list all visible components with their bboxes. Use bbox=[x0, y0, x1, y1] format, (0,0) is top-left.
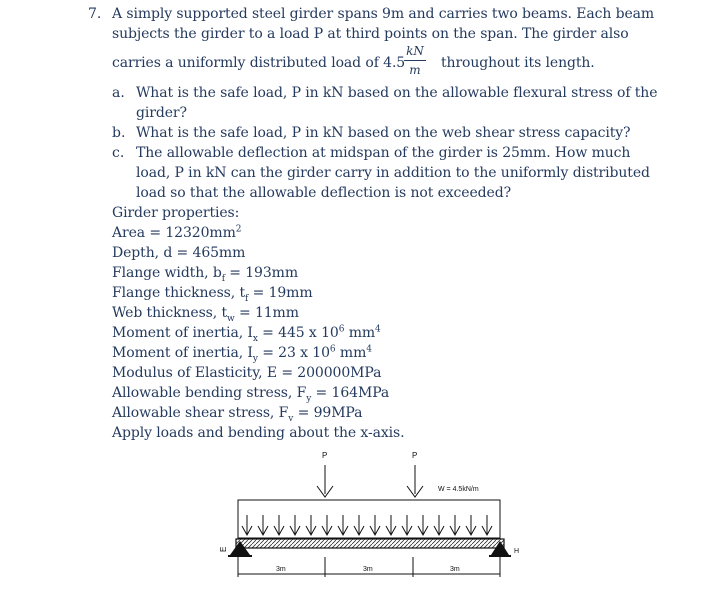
prop-bending-stress-value: = 164MPa bbox=[311, 385, 390, 401]
apply-note: Apply loads and bending about the x-axis. bbox=[112, 425, 405, 441]
prop-flange-thickness-value: = 19mm bbox=[248, 285, 313, 301]
prop-shear-stress-value: = 99MPa bbox=[293, 405, 363, 421]
prop-area-text: Area = 12320mm bbox=[112, 225, 236, 241]
load-p2-label: P bbox=[412, 451, 418, 460]
question-b-line-1: What is the safe load, P in kN based on the web shear stress capacity? bbox=[136, 125, 631, 141]
span-1-label: 3m bbox=[276, 566, 286, 573]
prop-flange-width-text: Flange width, b bbox=[112, 265, 222, 281]
prop-iy-unit-exp: 4 bbox=[366, 344, 372, 355]
problem-number: 7. bbox=[88, 6, 102, 22]
prop-ix-unit-exp: 4 bbox=[375, 324, 381, 335]
prop-depth: Depth, d = 465mm bbox=[112, 245, 246, 261]
prop-flange-width-value: = 193mm bbox=[224, 265, 299, 281]
question-a-line-2: girder? bbox=[136, 105, 187, 121]
prop-iy-text: Moment of inertia, I bbox=[112, 345, 253, 361]
span-3-label: 3m bbox=[450, 566, 460, 573]
question-c-line-3: load so that the allowable deflection is not exceeded? bbox=[136, 185, 511, 201]
prop-web-thickness-text: Web thickness, t bbox=[112, 305, 227, 321]
prop-ix-text: Moment of inertia, I bbox=[112, 325, 253, 341]
unit-numerator: kN bbox=[406, 44, 424, 58]
prop-shear-stress-text: Allowable shear stress, F bbox=[112, 405, 289, 421]
prop-iy-sub: y bbox=[252, 353, 258, 364]
prop-iy-exp: 6 bbox=[329, 344, 336, 355]
span-2-label: 3m bbox=[363, 566, 373, 573]
prop-ix-sub: x bbox=[252, 333, 258, 344]
properties-heading: Girder properties: bbox=[112, 205, 240, 221]
problem-line-3-post: throughout its length. bbox=[441, 55, 595, 71]
udl-label: W = 4.5kN/m bbox=[438, 486, 479, 493]
prop-modulus: Modulus of Elasticity, E = 200000MPa bbox=[112, 365, 382, 381]
udl-arrows bbox=[242, 515, 492, 535]
question-c-line-1: The allowable deflection at midspan of the girder is 25mm. How much bbox=[136, 145, 631, 161]
question-c-label: c. bbox=[112, 145, 125, 161]
prop-bending-stress-text: Allowable bending stress, F bbox=[112, 385, 307, 401]
problem-line-1: A simply supported steel girder spans 9m and carries two beams. Each beam bbox=[112, 6, 655, 22]
question-a-line-1: What is the safe load, P in kN based on the allowable flexural stress of the bbox=[136, 85, 658, 101]
prop-bending-stress-sub: y bbox=[306, 393, 312, 404]
prop-ix-exp: 6 bbox=[338, 324, 345, 335]
support-left-label: E bbox=[219, 546, 228, 552]
support-right-base bbox=[489, 555, 511, 557]
unit-denominator: m bbox=[409, 63, 421, 77]
question-c-line-2: load, P in kN can the girder carry in addition to the uniformly distributed bbox=[136, 165, 650, 181]
prop-iy-unit: mm bbox=[335, 345, 367, 361]
load-p1-label: P bbox=[322, 451, 328, 460]
prop-flange-width-sub: f bbox=[221, 273, 225, 284]
question-b-label: b. bbox=[112, 125, 126, 141]
prop-flange-thickness-text: Flange thickness, t bbox=[112, 285, 245, 301]
problem-line-2: subjects the girder to a load P at third points on the span. The girder also bbox=[112, 26, 629, 42]
prop-shear-stress-sub: v bbox=[288, 413, 294, 424]
question-a-label: a. bbox=[112, 85, 125, 101]
prop-ix-value: = 445 x 10 bbox=[257, 325, 339, 341]
beam bbox=[236, 539, 504, 548]
prop-flange-thickness-sub: f bbox=[245, 293, 249, 304]
prop-web-thickness-value: = 11mm bbox=[234, 305, 299, 321]
prop-area-sup: 2 bbox=[235, 224, 242, 235]
prop-web-thickness-sub: w bbox=[227, 313, 235, 324]
support-left-base bbox=[228, 555, 252, 557]
support-right-label: H bbox=[514, 548, 520, 555]
problem-line-3-pre: carries a uniformly distributed load of 4.5 bbox=[112, 55, 406, 71]
prop-iy-value: = 23 x 10 bbox=[257, 345, 330, 361]
prop-ix-unit: mm bbox=[344, 325, 376, 341]
